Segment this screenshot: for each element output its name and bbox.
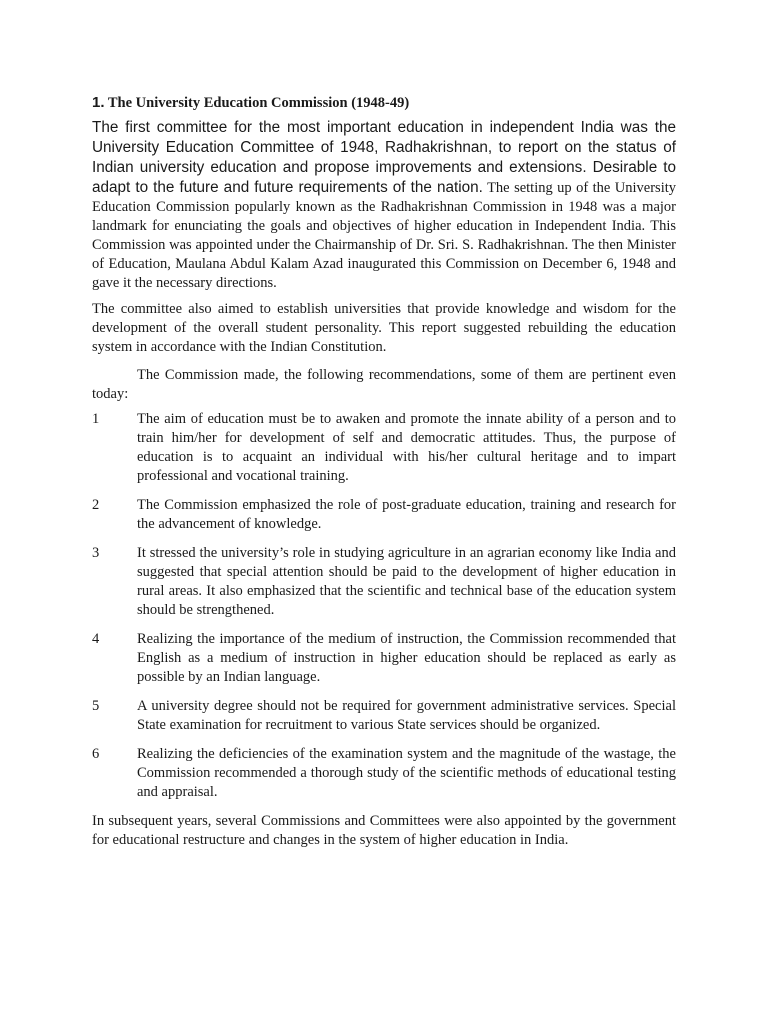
item-number: 1 <box>92 411 100 427</box>
item-text: It stressed the university’s role in studying agriculture in an agrarian economy like India and suggested that special attention should be paid to the development of higher education in rural areas. It also emphasized that the scientific and technical base of the education system should be strengthened. <box>137 545 676 618</box>
list-item <box>92 697 676 735</box>
paragraph-1-serif-text: The setting up of the University Education Commission popularly known as the Radhakrishnan Commission in 1948 was a major landmark for enunciating the goals and objectives of higher education in Independent India. This Commission was appointed under the Chairmanship of Dr. Sri. S. Radhakrishnan. The then Minister of Education, Maulana Abdul Kalam Azad inaugurated this Commission on December 6, 1948 and gave it the necessary directions. <box>92 180 677 291</box>
item-text: The aim of education must be to awaken and promote the innate ability of a person and to train him/her for development of self and democratic attitudes. Thus, the purpose of education is to acquaint an individual with his/her cultural heritage and to impart professional and vocational training. <box>137 411 676 484</box>
section-heading <box>92 93 676 113</box>
item-number: 6 <box>92 746 100 762</box>
item-number: 4 <box>92 631 100 647</box>
list-item <box>92 544 676 620</box>
section-title: The University Education Commission (1948-49) <box>107 95 410 111</box>
recommendations-list <box>92 410 676 802</box>
item-number: 2 <box>92 497 100 513</box>
item-text: Realizing the deficiencies of the examination system and the magnitude of the wastage, the Commission recommended a thorough study of the scientific methods of educational testing and appraisal. <box>137 746 676 800</box>
list-item <box>92 630 676 687</box>
paragraph-1 <box>92 118 676 293</box>
item-text: A university degree should not be required for government administrative services. Special State examination for recruitment to various State services should be organized. <box>137 698 676 733</box>
item-number: 3 <box>92 545 100 561</box>
item-text: The Commission emphasized the role of post-graduate education, training and research for the advancement of knowledge. <box>137 497 676 532</box>
list-item <box>92 496 676 534</box>
list-item <box>92 410 676 486</box>
item-number: 5 <box>92 698 100 714</box>
paragraph-2: The committee also aimed to establish universities that provide knowledge and wisdom for the development of the overall student personality. This report suggested rebuilding the education system in accordance with the Indian Constitution. <box>92 301 676 355</box>
item-text: Realizing the importance of the medium of instruction, the Commission recommended that English as a medium of instruction in higher education should be replaced as early as possible by an Indian language. <box>137 631 676 685</box>
closing-paragraph: In subsequent years, several Commissions and Committees were also appointed by the government for educational restructure and changes in the system of higher education in India. <box>92 813 676 848</box>
list-item <box>92 745 676 802</box>
section-number: 1. <box>92 94 105 111</box>
paragraph-1-sans-text: The first committee for the most important education in independent India was the University Education Committee of 1948, Radhakrishnan, to report on the status of Indian university education and propose improvements and extensions. Desirable to adapt to the future and future requirements of the nation. <box>92 119 676 196</box>
recommendations-intro: The Commission made, the following recommendations, some of them are pertinent even today: <box>92 367 676 402</box>
